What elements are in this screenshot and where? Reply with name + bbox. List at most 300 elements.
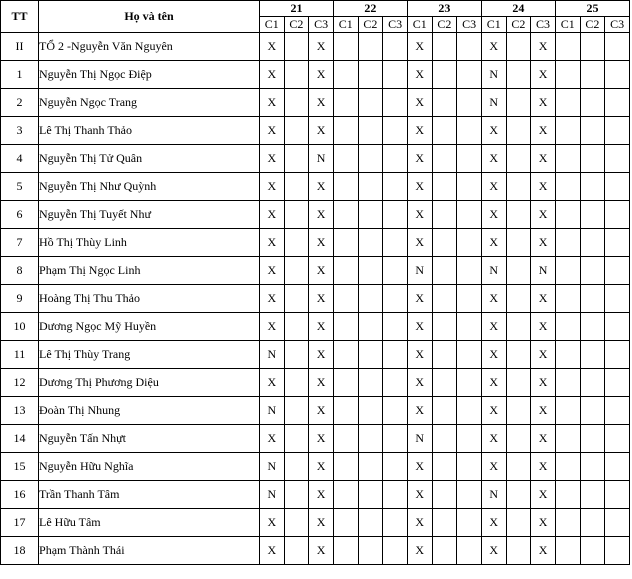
attendance-mark: [432, 173, 457, 201]
attendance-mark: [284, 145, 309, 173]
attendance-mark: [284, 481, 309, 509]
attendance-mark: [605, 229, 630, 257]
attendance-mark: [284, 537, 309, 565]
row-number: 8: [1, 257, 39, 285]
attendance-mark: [333, 285, 358, 313]
attendance-mark: [358, 425, 383, 453]
row-number: 2: [1, 89, 39, 117]
attendance-mark: [358, 145, 383, 173]
attendance-mark: X: [309, 257, 334, 285]
person-name: Nguyễn Thị Như Quỳnh: [39, 173, 260, 201]
attendance-mark: [383, 313, 408, 341]
header-day-23: 23: [407, 1, 481, 17]
attendance-mark: [383, 425, 408, 453]
attendance-mark: X: [407, 33, 432, 61]
header-c1: C1: [259, 17, 284, 33]
attendance-mark: [580, 369, 605, 397]
row-number: 9: [1, 285, 39, 313]
attendance-mark: X: [407, 117, 432, 145]
attendance-mark: N: [259, 341, 284, 369]
attendance-mark: [555, 173, 580, 201]
attendance-mark: X: [309, 369, 334, 397]
attendance-mark: X: [309, 173, 334, 201]
attendance-mark: [555, 341, 580, 369]
attendance-mark: [506, 481, 531, 509]
header-c2: C2: [358, 17, 383, 33]
attendance-mark: [555, 481, 580, 509]
person-name: Hồ Thị Thùy Linh: [39, 229, 260, 257]
attendance-mark: [580, 257, 605, 285]
attendance-mark: [605, 425, 630, 453]
attendance-mark: [555, 313, 580, 341]
header-c3: C3: [457, 17, 482, 33]
table-row: [1, 425, 630, 453]
attendance-mark: [383, 537, 408, 565]
attendance-mark: [555, 453, 580, 481]
attendance-mark: X: [407, 509, 432, 537]
attendance-mark: X: [309, 229, 334, 257]
attendance-mark: [333, 481, 358, 509]
table-row: [1, 453, 630, 481]
attendance-mark: [383, 117, 408, 145]
attendance-mark: [457, 313, 482, 341]
person-name: Dương Thị Phương Diệu: [39, 369, 260, 397]
header-c1: C1: [555, 17, 580, 33]
attendance-mark: [358, 481, 383, 509]
header-day-21: 21: [259, 1, 333, 17]
row-number: 3: [1, 117, 39, 145]
attendance-mark: [506, 257, 531, 285]
attendance-mark: X: [531, 61, 556, 89]
attendance-mark: X: [531, 425, 556, 453]
header-c1: C1: [481, 17, 506, 33]
table-row: [1, 201, 630, 229]
attendance-mark: [432, 397, 457, 425]
attendance-mark: X: [259, 173, 284, 201]
attendance-mark: X: [481, 173, 506, 201]
attendance-mark: [432, 285, 457, 313]
attendance-mark: [432, 369, 457, 397]
person-name: Dương Ngọc Mỹ Huyền: [39, 313, 260, 341]
attendance-mark: [333, 397, 358, 425]
attendance-mark: [580, 453, 605, 481]
attendance-mark: X: [309, 201, 334, 229]
attendance-mark: [284, 397, 309, 425]
attendance-mark: [358, 341, 383, 369]
attendance-mark: [580, 313, 605, 341]
person-name: Lê Hữu Tâm: [39, 509, 260, 537]
header-day-22: 22: [333, 1, 407, 17]
attendance-mark: [432, 89, 457, 117]
table-row: [1, 369, 630, 397]
row-number: 11: [1, 341, 39, 369]
attendance-mark: [605, 285, 630, 313]
attendance-mark: X: [309, 313, 334, 341]
table-row: [1, 341, 630, 369]
row-number: 13: [1, 397, 39, 425]
attendance-mark: [284, 341, 309, 369]
attendance-mark: [284, 201, 309, 229]
attendance-mark: [457, 89, 482, 117]
header-day-25: 25: [555, 1, 629, 17]
attendance-mark: [580, 33, 605, 61]
attendance-mark: X: [531, 201, 556, 229]
table-row: [1, 397, 630, 425]
attendance-mark: [506, 313, 531, 341]
attendance-mark: [555, 425, 580, 453]
table-row: [1, 257, 630, 285]
row-number: 12: [1, 369, 39, 397]
attendance-mark: [333, 61, 358, 89]
attendance-mark: X: [531, 117, 556, 145]
attendance-mark: X: [309, 509, 334, 537]
group-row: [1, 33, 630, 61]
table-row: [1, 173, 630, 201]
attendance-mark: X: [531, 145, 556, 173]
attendance-mark: X: [407, 453, 432, 481]
row-number: 17: [1, 509, 39, 537]
attendance-mark: [358, 89, 383, 117]
attendance-mark: [284, 257, 309, 285]
attendance-mark: X: [531, 453, 556, 481]
attendance-mark: [358, 369, 383, 397]
header-c2: C2: [506, 17, 531, 33]
attendance-mark: [605, 313, 630, 341]
attendance-mark: N: [531, 257, 556, 285]
attendance-mark: [457, 145, 482, 173]
attendance-mark: [580, 537, 605, 565]
attendance-mark: X: [407, 397, 432, 425]
attendance-mark: [432, 425, 457, 453]
attendance-mark: [333, 145, 358, 173]
attendance-mark: X: [531, 509, 556, 537]
attendance-mark: X: [481, 117, 506, 145]
header-c3: C3: [531, 17, 556, 33]
person-name: Lê Thị Thanh Thảo: [39, 117, 260, 145]
attendance-mark: [457, 33, 482, 61]
attendance-mark: [333, 453, 358, 481]
attendance-mark: [333, 257, 358, 285]
attendance-mark: X: [531, 229, 556, 257]
attendance-mark: [580, 61, 605, 89]
attendance-mark: [432, 33, 457, 61]
attendance-mark: [457, 481, 482, 509]
attendance-mark: X: [259, 313, 284, 341]
attendance-mark: [555, 117, 580, 145]
row-number: 6: [1, 201, 39, 229]
row-number: 10: [1, 313, 39, 341]
attendance-mark: [383, 509, 408, 537]
attendance-mark: X: [259, 117, 284, 145]
attendance-mark: [555, 61, 580, 89]
group-name: TỔ 2 -Nguyễn Văn Nguyên: [39, 33, 260, 61]
person-name: Trần Thanh Tâm: [39, 481, 260, 509]
attendance-mark: X: [309, 397, 334, 425]
table-row: [1, 509, 630, 537]
header-c3: C3: [383, 17, 408, 33]
attendance-mark: [284, 313, 309, 341]
attendance-mark: [605, 369, 630, 397]
attendance-mark: [580, 397, 605, 425]
attendance-mark: [457, 537, 482, 565]
attendance-mark: [506, 425, 531, 453]
attendance-mark: X: [531, 33, 556, 61]
attendance-mark: [333, 537, 358, 565]
attendance-mark: [333, 229, 358, 257]
attendance-mark: [383, 397, 408, 425]
attendance-mark: X: [259, 537, 284, 565]
attendance-mark: [506, 285, 531, 313]
attendance-mark: [432, 61, 457, 89]
attendance-mark: [358, 117, 383, 145]
table-row: [1, 285, 630, 313]
attendance-mark: [284, 61, 309, 89]
attendance-mark: X: [531, 481, 556, 509]
attendance-mark: [358, 173, 383, 201]
table-row: [1, 481, 630, 509]
attendance-mark: X: [407, 229, 432, 257]
attendance-mark: [457, 369, 482, 397]
attendance-mark: [333, 201, 358, 229]
row-number: 15: [1, 453, 39, 481]
attendance-mark: X: [407, 285, 432, 313]
attendance-mark: [555, 397, 580, 425]
attendance-mark: X: [407, 89, 432, 117]
table-row: [1, 537, 630, 565]
attendance-mark: X: [531, 313, 556, 341]
attendance-mark: [555, 537, 580, 565]
attendance-mark: [580, 89, 605, 117]
attendance-mark: X: [259, 285, 284, 313]
attendance-mark: X: [259, 61, 284, 89]
attendance-mark: X: [309, 117, 334, 145]
attendance-mark: [605, 397, 630, 425]
attendance-mark: X: [309, 425, 334, 453]
attendance-mark: X: [407, 537, 432, 565]
attendance-mark: [432, 509, 457, 537]
attendance-mark: X: [531, 173, 556, 201]
attendance-mark: N: [407, 425, 432, 453]
attendance-mark: [506, 201, 531, 229]
attendance-mark: [506, 369, 531, 397]
attendance-mark: X: [481, 201, 506, 229]
table-row: [1, 61, 630, 89]
attendance-mark: X: [309, 481, 334, 509]
attendance-mark: [605, 509, 630, 537]
attendance-mark: [457, 285, 482, 313]
person-name: Đoàn Thị Nhung: [39, 397, 260, 425]
attendance-mark: [580, 145, 605, 173]
attendance-mark: [506, 61, 531, 89]
attendance-mark: [358, 509, 383, 537]
row-number: 1: [1, 61, 39, 89]
attendance-mark: X: [407, 369, 432, 397]
table-row: [1, 89, 630, 117]
attendance-mark: [555, 509, 580, 537]
attendance-mark: X: [531, 397, 556, 425]
person-name: Phạm Thị Ngọc Linh: [39, 257, 260, 285]
attendance-mark: [383, 229, 408, 257]
attendance-mark: [358, 229, 383, 257]
attendance-mark: [506, 509, 531, 537]
attendance-mark: X: [407, 313, 432, 341]
attendance-mark: X: [481, 313, 506, 341]
attendance-mark: [457, 117, 482, 145]
attendance-mark: [605, 61, 630, 89]
attendance-mark: N: [259, 397, 284, 425]
attendance-mark: X: [309, 89, 334, 117]
attendance-mark: X: [259, 89, 284, 117]
attendance-mark: [605, 173, 630, 201]
attendance-mark: [605, 117, 630, 145]
attendance-mark: [605, 89, 630, 117]
row-number: II: [1, 33, 39, 61]
attendance-mark: X: [481, 509, 506, 537]
attendance-mark: X: [531, 341, 556, 369]
attendance-mark: X: [407, 201, 432, 229]
attendance-mark: [580, 173, 605, 201]
attendance-mark: [432, 313, 457, 341]
attendance-mark: [506, 341, 531, 369]
attendance-mark: [605, 145, 630, 173]
attendance-mark: N: [481, 89, 506, 117]
attendance-mark: [506, 117, 531, 145]
attendance-mark: [605, 537, 630, 565]
attendance-mark: [333, 89, 358, 117]
attendance-mark: X: [259, 257, 284, 285]
attendance-mark: X: [407, 341, 432, 369]
attendance-mark: X: [309, 61, 334, 89]
table-row: [1, 145, 630, 173]
attendance-mark: [457, 509, 482, 537]
attendance-mark: [358, 33, 383, 61]
attendance-mark: X: [259, 369, 284, 397]
attendance-mark: [284, 89, 309, 117]
attendance-mark: [333, 425, 358, 453]
attendance-mark: N: [407, 257, 432, 285]
table-row: [1, 229, 630, 257]
attendance-mark: X: [481, 537, 506, 565]
attendance-mark: [580, 117, 605, 145]
attendance-mark: X: [309, 285, 334, 313]
attendance-mark: X: [531, 537, 556, 565]
attendance-mark: [383, 61, 408, 89]
attendance-mark: [358, 453, 383, 481]
attendance-mark: [432, 341, 457, 369]
attendance-mark: [284, 509, 309, 537]
attendance-mark: [457, 201, 482, 229]
attendance-mark: [457, 257, 482, 285]
attendance-mark: X: [481, 285, 506, 313]
attendance-mark: [605, 33, 630, 61]
attendance-mark: [383, 481, 408, 509]
person-name: Nguyễn Ngọc Trang: [39, 89, 260, 117]
attendance-mark: [284, 173, 309, 201]
attendance-mark: [358, 285, 383, 313]
attendance-mark: [580, 229, 605, 257]
row-number: 4: [1, 145, 39, 173]
attendance-mark: [457, 425, 482, 453]
header-tt: TT: [1, 1, 39, 33]
attendance-mark: [457, 173, 482, 201]
attendance-mark: X: [531, 285, 556, 313]
attendance-mark: [555, 257, 580, 285]
attendance-mark: [383, 285, 408, 313]
attendance-mark: [506, 453, 531, 481]
header-c2: C2: [580, 17, 605, 33]
attendance-mark: [284, 285, 309, 313]
header-row-days: [1, 1, 630, 17]
attendance-mark: [605, 481, 630, 509]
attendance-mark: [358, 61, 383, 89]
person-name: Nguyễn Thị Ngọc Điệp: [39, 61, 260, 89]
attendance-mark: X: [407, 145, 432, 173]
attendance-mark: [506, 173, 531, 201]
attendance-mark: X: [531, 369, 556, 397]
person-name: Nguyễn Tấn Nhựt: [39, 425, 260, 453]
attendance-mark: N: [481, 481, 506, 509]
attendance-mark: [284, 425, 309, 453]
attendance-mark: [506, 397, 531, 425]
attendance-mark: [555, 33, 580, 61]
attendance-mark: [506, 229, 531, 257]
attendance-mark: [358, 201, 383, 229]
attendance-mark: X: [481, 341, 506, 369]
attendance-mark: [580, 481, 605, 509]
attendance-mark: [605, 453, 630, 481]
header-c1: C1: [333, 17, 358, 33]
attendance-mark: N: [259, 453, 284, 481]
attendance-mark: X: [481, 145, 506, 173]
attendance-mark: [383, 173, 408, 201]
attendance-mark: N: [481, 61, 506, 89]
attendance-mark: [457, 341, 482, 369]
attendance-mark: X: [481, 229, 506, 257]
attendance-mark: [580, 201, 605, 229]
attendance-mark: [358, 313, 383, 341]
attendance-mark: [605, 201, 630, 229]
attendance-mark: X: [407, 173, 432, 201]
attendance-mark: X: [481, 453, 506, 481]
attendance-mark: [383, 453, 408, 481]
attendance-mark: X: [259, 33, 284, 61]
row-number: 7: [1, 229, 39, 257]
attendance-mark: [457, 61, 482, 89]
attendance-mark: [506, 33, 531, 61]
attendance-mark: [555, 201, 580, 229]
attendance-mark: X: [259, 145, 284, 173]
attendance-mark: [555, 229, 580, 257]
attendance-mark: X: [259, 509, 284, 537]
attendance-mark: X: [407, 481, 432, 509]
attendance-mark: [383, 341, 408, 369]
person-name: Lê Thị Thùy Trang: [39, 341, 260, 369]
attendance-mark: [333, 173, 358, 201]
attendance-mark: X: [481, 33, 506, 61]
person-name: Phạm Thành Thái: [39, 537, 260, 565]
attendance-mark: [580, 285, 605, 313]
attendance-mark: [457, 453, 482, 481]
attendance-mark: [457, 397, 482, 425]
header-c2: C2: [284, 17, 309, 33]
attendance-mark: [333, 509, 358, 537]
attendance-mark: X: [407, 61, 432, 89]
attendance-mark: X: [481, 397, 506, 425]
attendance-mark: X: [481, 369, 506, 397]
attendance-mark: [333, 33, 358, 61]
attendance-mark: [383, 33, 408, 61]
attendance-mark: [457, 229, 482, 257]
